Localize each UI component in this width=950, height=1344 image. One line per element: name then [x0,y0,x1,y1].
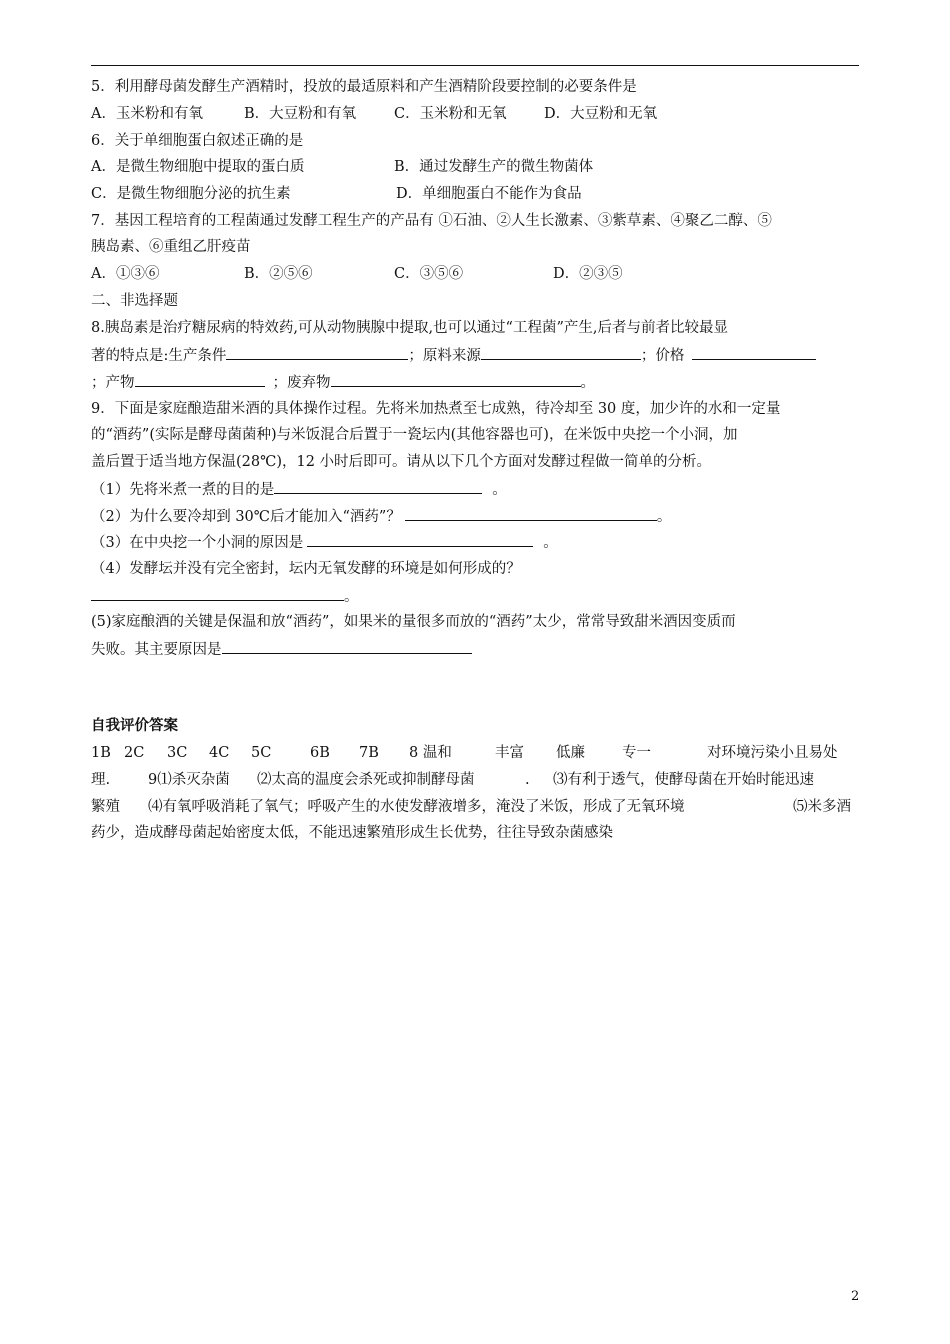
q9-sub5-line2 [91,639,861,660]
q5-stem: 5．利用酵母菌发酵生产酒精时，投放的最适原料和产生酒精阶段要控制的必要条件是 [91,79,637,95]
answer-8-part2: 丰富 [495,745,524,761]
q7-stem-line2: 胰岛素、⑥重组乙肝疫苗 [91,239,251,255]
q9-sub3 [91,532,861,553]
answer-1: 1B [91,745,111,761]
answer-8-part1: 8 温和 [409,745,452,761]
q8-raw-material-blank[interactable] [481,345,641,360]
q8-product-label: ；产物 [91,375,135,391]
q8-product-blank[interactable] [135,372,265,387]
q9-sub2-blank[interactable] [405,506,657,521]
answer-9-4: ⑷有氧呼吸消耗了氧气；呼吸产生的水使发酵液增多，淹没了米饭，形成了无氧环境 [148,799,685,815]
q7-option-d: D．②③⑤ [553,266,623,282]
page-number: 2 [851,1289,860,1304]
answer-9-1: 9⑴杀灭杂菌 [148,772,230,788]
q9-sub1-blank[interactable] [274,479,482,494]
answer-8-part5-end: 理. [91,772,111,788]
q9-sub4-period: 。 [344,589,359,605]
q7-option-c: C．③⑤⑥ [394,266,464,282]
q5-option-b: B．大豆粉和有氧 [244,106,357,122]
q8-production-conditions-label: 著的特点是:生产条件 [91,348,227,364]
q5-option-a: A．玉米粉和有氧 [91,106,203,122]
q9-sub2-period: 。 [656,509,672,525]
q9-sub4-blank[interactable] [91,586,344,601]
q7-stem-line1: 7．基因工程培育的工程菌通过发酵工程生产的产品有 ①石油、②人生长激素、③紫草素、④聚乙二醇、⑤ [91,213,772,229]
section-heading: 二、非选择题 [91,293,178,309]
answer-8-part4: 专一 [622,745,651,761]
answer-8-part5: 对环境污染小且易处 [707,745,838,761]
q9-sub4: （4）发酵坛并没有完全密封，坛内无氧发酵的环境是如何形成的？ [91,561,521,577]
q8-price-blank[interactable] [692,345,816,360]
q9-sub1-text: （1）先将米煮一煮的目的是 [91,482,275,498]
answer-7: 7B [359,745,379,761]
answer-9-3: ⑶有利于透气，使酵母菌在开始时能迅速 [553,772,814,788]
answers-heading: 自我评价答案 [91,717,178,734]
answer-9-3-end: 繁殖 [91,799,120,815]
answer-9-2-dot: . [525,772,530,788]
q7-option-b: B．②⑤⑥ [244,266,313,282]
answer-2: 2C [124,745,145,761]
answer-8-part3: 低廉 [556,745,585,761]
q8-line2 [91,345,861,366]
q9-sub5-line1: (5)家庭酿酒的关键是保温和放“酒药”，如果米的量很多而放的“酒药”太少，常常导致甜米酒因变质而 [91,614,736,630]
q5-option-c: C．玉米粉和无氧 [394,106,507,122]
q6-option-a: A．是微生物细胞中提取的蛋白质 [91,159,305,175]
q6-option-d: D．单细胞蛋白不能作为食品 [396,186,582,202]
q9-sub4-answer [91,586,861,607]
header-rule [91,65,859,66]
answer-4: 4C [209,745,230,761]
q6-option-b: B．通过发酵生产的微生物菌体 [394,159,594,175]
q9-line1: 9．下面是家庭酿造甜米酒的具体操作过程。先将米加热煮至七成熟，待冷却至 30 度，加少许的水和一定量 [91,401,781,417]
q9-sub3-blank[interactable] [307,532,533,547]
answer-3: 3C [167,745,188,761]
q9-sub5-blank[interactable] [222,639,472,654]
q9-sub1-period: 。 [492,482,507,498]
q8-raw-material-label: ；原料来源 [408,348,481,364]
q6-stem: 6．关于单细胞蛋白叙述正确的是 [91,133,304,149]
answer-9-5: ⑸米多酒 [793,799,851,815]
q9-line2: 的“酒药”(实际是酵母菌菌种)与米饭混合后置于一瓷坛内(其他容器也可)，在米饭中央挖一个小洞，加 [91,427,738,443]
q7-option-a: A．①③⑥ [91,266,160,282]
q8-production-conditions-blank[interactable] [226,345,408,360]
answer-5: 5C [251,745,272,761]
q8-waste-blank[interactable] [331,372,581,387]
q9-sub3-text: （3）在中央挖一个小洞的原因是 [91,535,304,551]
q9-line3: 盖后置于适当地方保温(28℃)，12 小时后即可。请从以下几个方面对发酵过程做一简单的分析。 [91,454,712,470]
q5-option-d: D．大豆粉和无氧 [544,106,658,122]
answer-6: 6B [310,745,330,761]
q8-line3 [91,372,861,393]
q9-sub1 [91,479,861,500]
q9-sub2 [91,506,861,527]
q8-waste-label: ；废弃物 [272,375,331,391]
q8-line1: 8.胰岛素是治疗糖尿病的特效药,可从动物胰腺中提取,也可以通过“工程菌”产生,后者与前者比较最显 [91,320,728,336]
q6-option-c: C．是微生物细胞分泌的抗生素 [91,186,291,202]
answer-9-2: ⑵太高的温度会杀死或抑制酵母菌 [257,772,475,788]
q9-sub2-text: （2）为什么要冷却到 30℃后才能加入“酒药”？ [91,509,401,525]
q8-price-label: ；价格 [640,348,685,364]
q8-period: 。 [580,375,595,391]
answers-line4: 药少，造成酵母菌起始密度太低，不能迅速繁殖形成生长优势，往往导致杂菌感染 [91,825,613,841]
q9-sub5-text: 失败。其主要原因是 [91,642,222,658]
q9-sub3-period: 。 [543,535,558,551]
